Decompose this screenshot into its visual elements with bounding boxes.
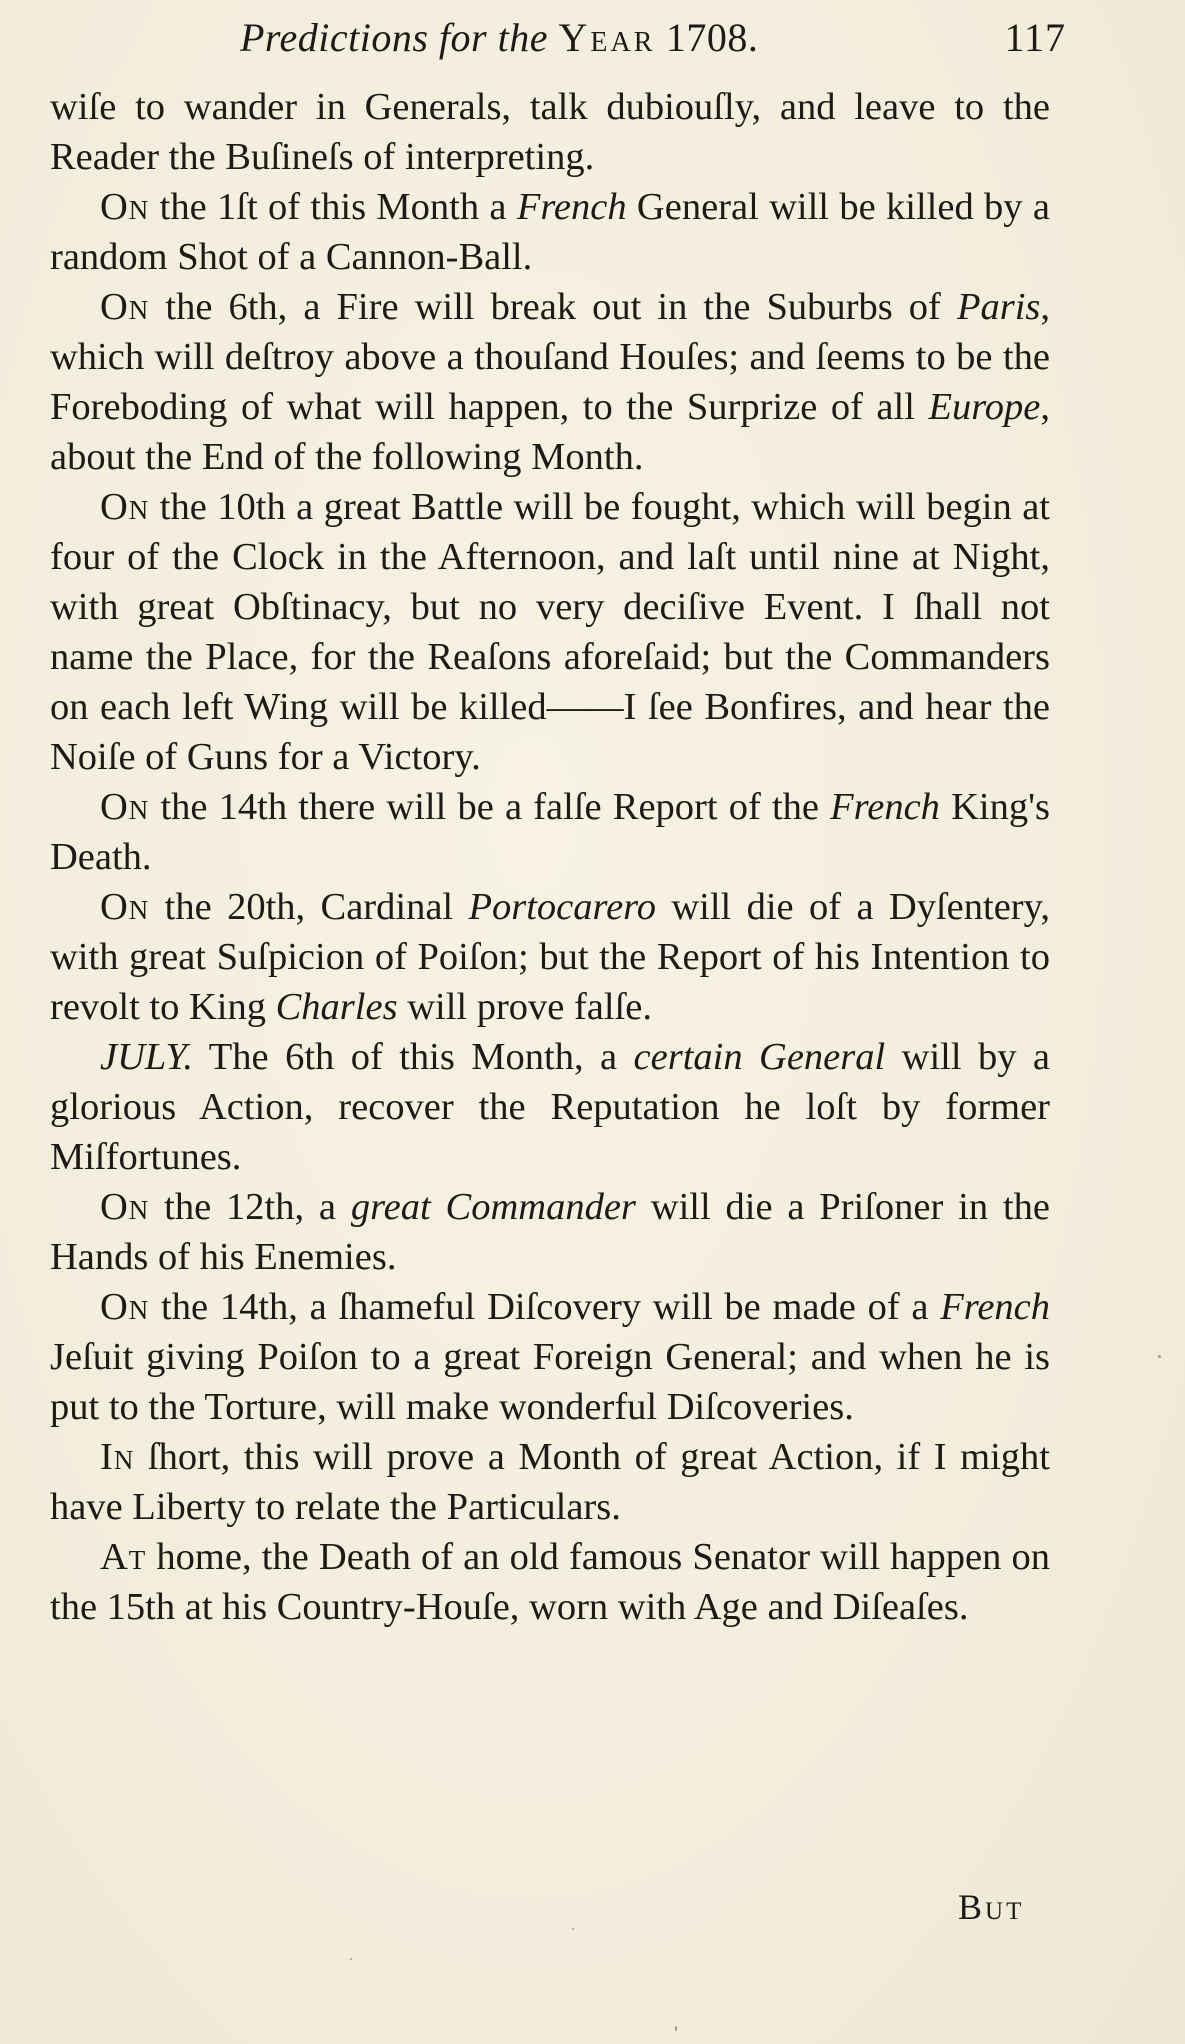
paragraph bbox=[50, 1432, 1050, 1532]
italic-text: Portocarero bbox=[468, 886, 656, 928]
paragraph-lead-word: At bbox=[100, 1536, 147, 1578]
paper-speck bbox=[572, 1928, 574, 1930]
italic-text: Charles bbox=[275, 986, 398, 1028]
paragraph-text: ſhort, this will prove a Month of great Action, if I might have Liberty to relate the Particulars. bbox=[50, 1436, 1050, 1528]
paragraph bbox=[50, 82, 1050, 182]
paragraph-lead-word: On bbox=[100, 886, 150, 928]
paragraph-lead-word: On bbox=[100, 286, 150, 328]
paragraph-text: the 1ſt of this Month a bbox=[149, 186, 517, 228]
running-title-year: 1708. bbox=[665, 15, 759, 60]
paper-speck bbox=[350, 1958, 352, 1960]
italic-text: great Commander bbox=[350, 1186, 636, 1228]
italic-text: French bbox=[830, 786, 940, 828]
paper-speck bbox=[675, 2026, 677, 2031]
page-number: 117 bbox=[1004, 15, 1066, 60]
paragraph-lead-word: On bbox=[100, 186, 150, 228]
paragraph bbox=[50, 182, 1050, 282]
paragraph-text: King's Death. bbox=[50, 786, 1050, 878]
running-title-italic: Predictions for the bbox=[240, 15, 548, 60]
paragraph bbox=[50, 1032, 1050, 1182]
paragraph bbox=[50, 782, 1050, 882]
paragraph-text: The 6th of this Month, a bbox=[193, 1036, 634, 1078]
paragraph bbox=[50, 882, 1050, 1032]
running-title bbox=[240, 14, 758, 61]
running-title-caps: Year bbox=[558, 15, 656, 60]
body-text bbox=[50, 82, 1050, 1632]
paragraph bbox=[50, 282, 1050, 482]
paragraph-text: , which will deſtroy above a thouſand Houſes; and ſeems to be the Foreboding of what will happen, to the Surprize of all bbox=[50, 286, 1050, 428]
paragraph-text: the 10th a great Battle will be fought, which will begin at four of the Clock in the Afternoon, and laſt until nine at Night, with great Obſtinacy, but no very deciſive Event. I ſhall not name the Place, for the Reaſons aforeſaid; but the Commanders on each left Wing will be killed——I ſee Bonfires, and hear the Noiſe of Guns for a Victory. bbox=[50, 486, 1050, 778]
italic-text: certain General bbox=[633, 1036, 886, 1078]
italic-text: Paris bbox=[956, 286, 1041, 328]
paper-speck bbox=[1158, 1355, 1161, 1358]
paragraph-text: will prove falſe. bbox=[397, 986, 653, 1028]
paragraph-lead-word: On bbox=[100, 786, 150, 828]
paragraph-text: the 20th, Cardinal bbox=[149, 886, 469, 928]
paragraph-text: wiſe to wander in Generals, talk dubiouſly, and leave to the Reader the Buſineſs of interpreting. bbox=[50, 86, 1050, 178]
paragraph-text: will by a glorious Action, recover the Reputation he loſt by former Miſfortunes. bbox=[50, 1036, 1050, 1178]
italic-text: French bbox=[516, 186, 627, 228]
italic-text: Europe bbox=[928, 386, 1041, 428]
italic-text: JULY. bbox=[100, 1036, 194, 1078]
paragraph-text: Jeſuit giving Poiſon to a great Foreign General; and when he is put to the Torture, will make wonderful Diſcoveries. bbox=[50, 1336, 1050, 1428]
paragraph bbox=[50, 1282, 1050, 1432]
paragraph-text: will die a Priſoner in the Hands of his Enemies. bbox=[50, 1186, 1050, 1278]
paragraph bbox=[50, 1532, 1050, 1632]
page-header bbox=[240, 14, 1070, 74]
paragraph-lead-word: In bbox=[100, 1436, 135, 1478]
italic-text: French bbox=[940, 1286, 1050, 1328]
paragraph bbox=[50, 482, 1050, 782]
paragraph-text: , about the End of the following Month. bbox=[50, 386, 1050, 478]
paragraph-text: home, the Death of an old famous Senator will happen on the 15th at his Country-Houſe, worn with Age and Diſeaſes. bbox=[50, 1536, 1050, 1628]
paragraph-text: will die of a Dyſentery, with great Suſpicion of Poiſon; but the Report of his Intention to revolt to King bbox=[50, 886, 1050, 1028]
catchword: But bbox=[958, 1887, 1025, 1927]
paragraph-lead-word: On bbox=[100, 1186, 150, 1228]
paragraph-text: General will be killed by a random Shot of a Cannon-Ball. bbox=[50, 186, 1050, 278]
paragraph-lead-word: On bbox=[100, 486, 150, 528]
paragraph-text: the 14th there will be a falſe Report of the bbox=[149, 786, 831, 828]
paragraph-lead-word: On bbox=[100, 1286, 150, 1328]
paragraph-text: the 12th, a bbox=[149, 1186, 351, 1228]
paragraph-text: the 6th, a Fire will break out in the Suburbs of bbox=[149, 286, 957, 328]
paragraph-text: the 14th, a ſhameful Diſcovery will be made of a bbox=[149, 1286, 941, 1328]
paragraph bbox=[50, 1182, 1050, 1282]
